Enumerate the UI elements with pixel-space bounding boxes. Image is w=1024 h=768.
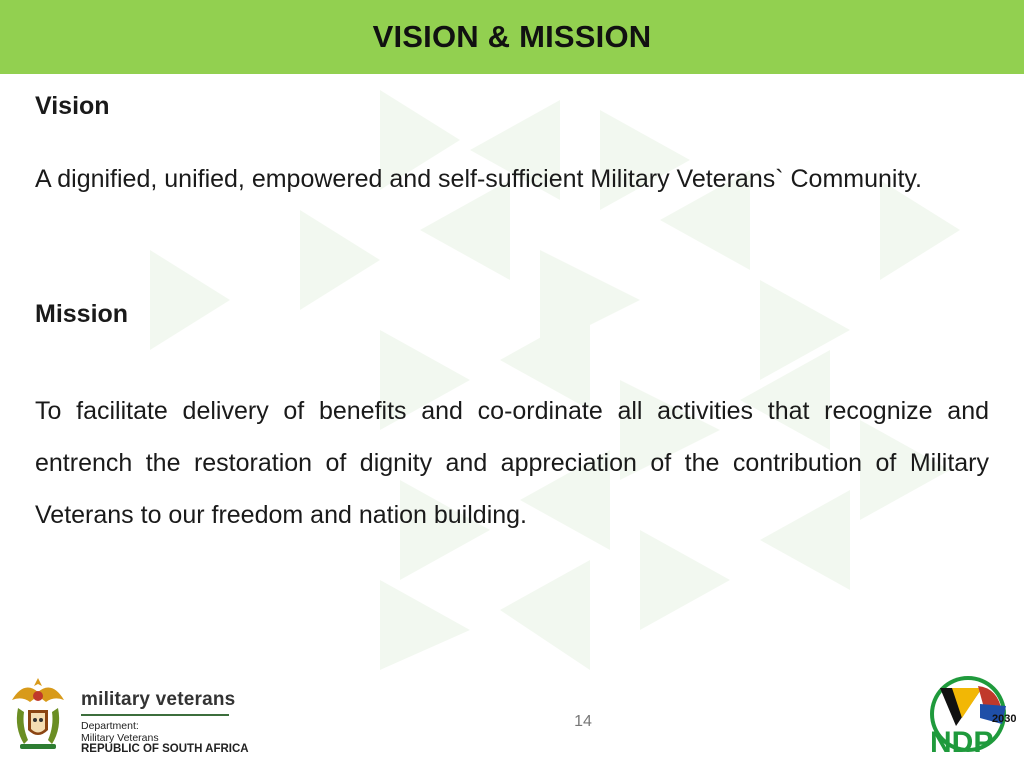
- ndp-year: 2030: [992, 713, 1016, 725]
- dept-line-1: Department:: [81, 720, 139, 732]
- ndp-2030-logo: [922, 674, 1016, 758]
- page-number: 14: [574, 713, 592, 730]
- slide-title: VISION & MISSION: [372, 19, 652, 54]
- mission-heading: Mission: [35, 300, 129, 328]
- vision-heading: Vision: [35, 92, 110, 120]
- mission-text: To facilitate delivery of benefits and co-ordinate all activities that recognize and entrench the restoration of dignity and appreciation of the contribution of Military Veterans to our freedom and nation building.: [35, 397, 989, 529]
- coat-of-arms-logo: [6, 674, 70, 758]
- vision-text: A dignified, unified, empowered and self-sufficient Military Veterans` Community.: [35, 165, 922, 193]
- dept-line-2: Military Veterans: [81, 731, 159, 744]
- title-bar: [0, 0, 1024, 74]
- department-wordmark: [81, 690, 249, 756]
- brand-name: military veterans: [81, 689, 236, 710]
- dept-line-3: REPUBLIC OF SOUTH AFRICA: [81, 743, 249, 755]
- ndp-text: NDP: [930, 726, 994, 758]
- brand-underline: [81, 714, 229, 716]
